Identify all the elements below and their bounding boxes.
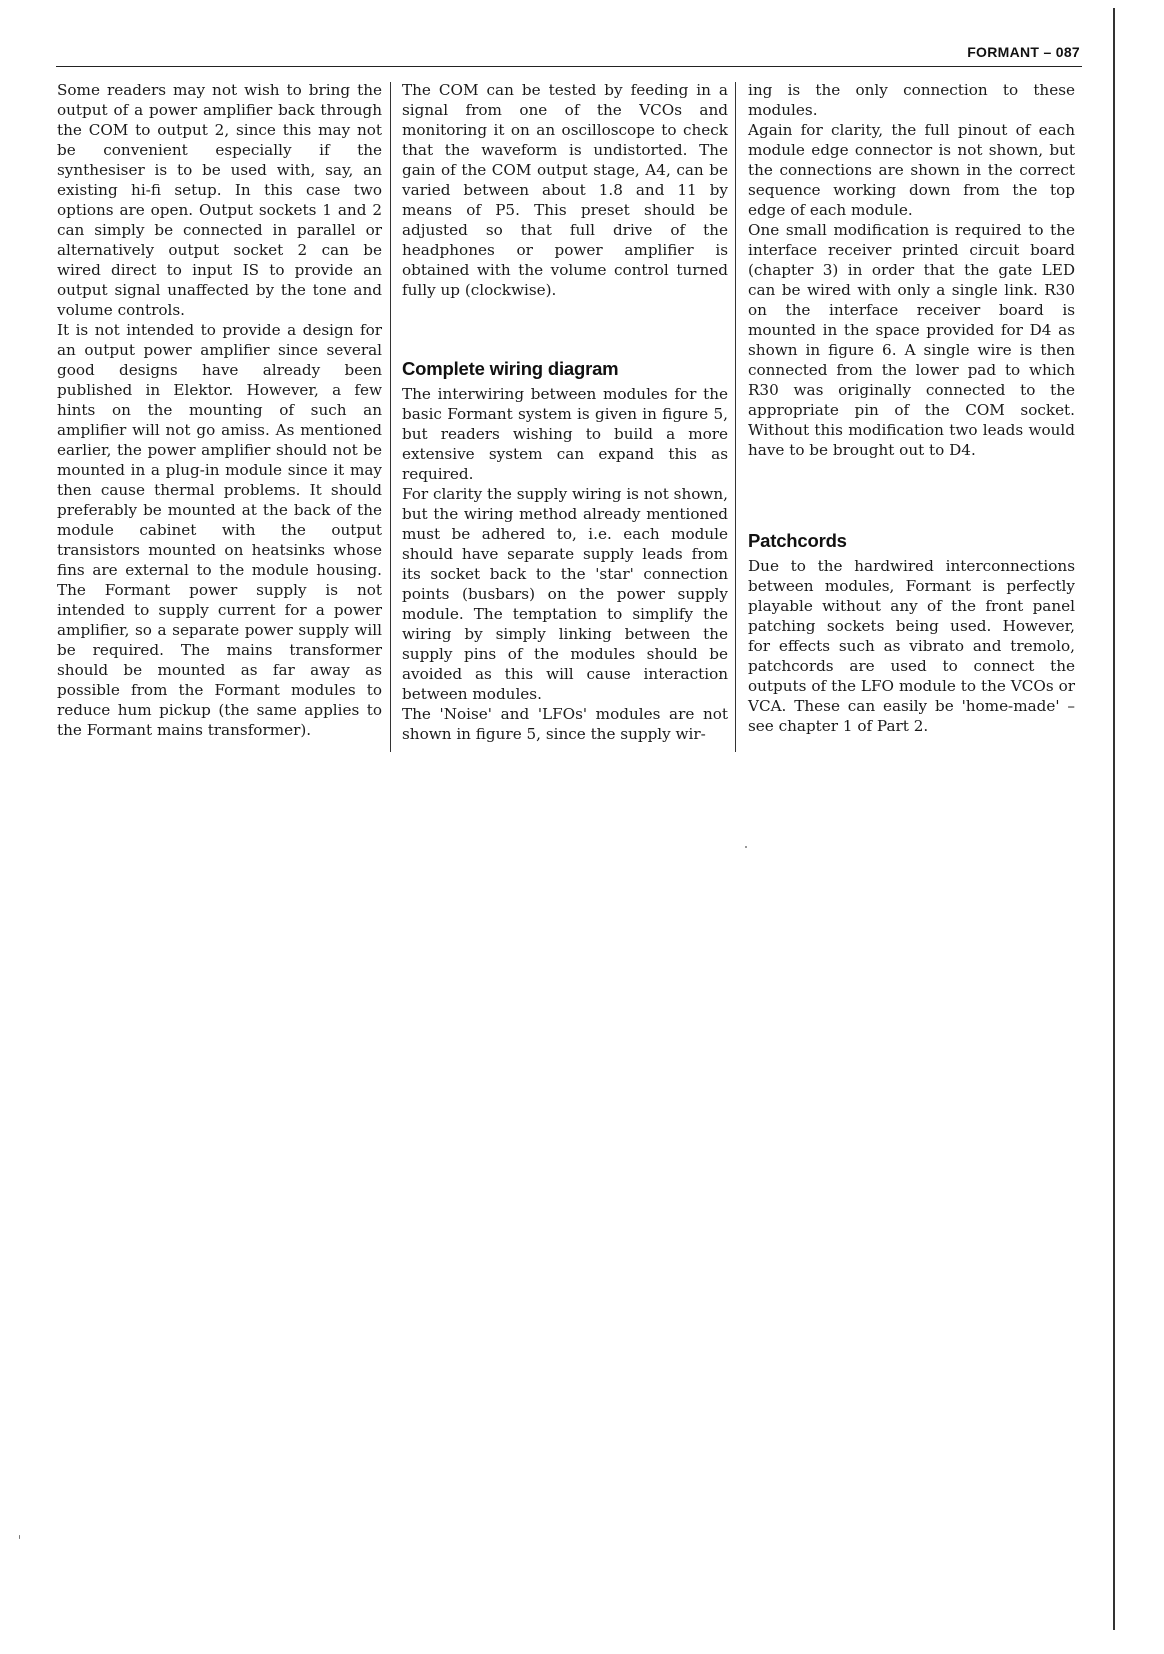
paragraph: Due to the hardwired interconnections between modules, Formant is perfectly playable without any of the front panel patching sockets being used. However, for effects such as vibrato and tremolo, patchcords are used to connect the outputs of the LFO module to the VCOs or VCA. These can easily be 'home-made' – see chapter 1 of Part 2. [748,557,1075,735]
paragraph: One small modification is required to the interface receiver printed circuit board (chapter 3) in order that the gate LED can be wired with only a single link. R30 on the interface receiver board is mounted in the space provided for D4 as shown in figure 6. A single wire is then connected from the lower pad to which R30 was originally connected to the appropriate pin of the COM socket. Without this modification two leads would have to be brought out to D4. [748,221,1075,459]
column-1 [57,80,382,740]
paragraph: The 'Noise' and 'LFOs' modules are not shown in figure 5, since the supply wir- [402,705,728,743]
paragraph: Again for clarity, the full pinout of each module edge connector is not shown, but the connections are shown in the correct sequence working down from the top edge of each module. [748,121,1075,219]
column-3 [748,80,1075,736]
scan-speck [19,1535,20,1539]
spacer [402,300,728,358]
paragraph: For clarity the supply wiring is not shown, but the wiring method already mentioned must be adhered to, i.e. each module should have separate supply leads from its socket back to the 'star' connection points (busbars) on the power supply module. The temptation to simplify the wiring by simply linking between the supply pins of the modules should be avoided as this will cause interaction between modules. [402,485,728,703]
page-edge-line [1113,8,1115,1630]
scan-speck [745,846,747,848]
column-divider-2 [735,82,736,752]
section-heading-patchcords: Patchcords [748,530,847,551]
header-rule [56,66,1082,67]
running-head: FORMANT – 087 [967,44,1080,60]
column-2 [402,80,728,744]
paragraph: It is not intended to provide a design for an output power amplifier since several good designs have already been published in Elektor. However, a few hints on the mounting of such an amplifier will not go amiss. As mentioned earlier, the power amplifier should not be mounted in a plug-in module since it may then cause thermal problems. It should preferably be mounted at the back of the module cabinet with the output transistors mounted on heatsinks whose fins are external to the module housing. The Formant power supply is not intended to supply current for a power amplifier, so a separate power supply will be required. The mains transformer should be mounted as far away as possible from the Formant modules to reduce hum pickup (the same applies to the Formant mains transformer). [57,321,382,739]
paragraph: Some readers may not wish to bring the output of a power amplifier back through the COM to output 2, since this may not be convenient especially if the synthesiser is to be used with, say, an existing hi-fi setup. In this case two options are open. Output sockets 1 and 2 can simply be connected in parallel or alternatively output socket 2 can be wired direct to input IS to provide an output signal unaffected by the tone and volume controls. [57,81,382,319]
paragraph: The interwiring between modules for the basic Formant system is given in figure 5, but readers wishing to build a more extensive system can expand this as required. [402,385,728,483]
section-heading-wiring: Complete wiring diagram [402,358,619,379]
paragraph: ing is the only connection to these modules. [748,81,1075,119]
paragraph: The COM can be tested by feeding in a signal from one of the VCOs and monitoring it on an oscilloscope to check that the waveform is undistorted. The gain of the COM output stage, A4, can be varied between about 1.8 and 11 by means of P5. This preset should be adjusted so that full drive of the headphones or power amplifier is obtained with the volume control turned fully up (clockwise). [402,81,728,299]
column-divider-1 [390,82,391,752]
spacer [748,460,1075,530]
